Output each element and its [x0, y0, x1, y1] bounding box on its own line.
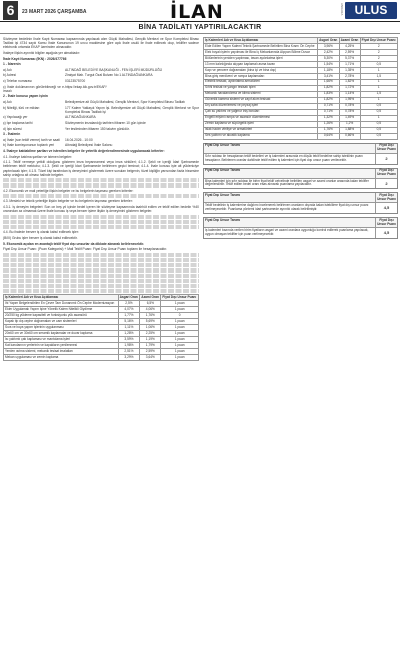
criterion-title: Fiyat Dışı Unsur Tanımı — [205, 217, 241, 222]
max-ratio: 2,78% — [339, 73, 360, 79]
criterion-points: 4,5 — [375, 228, 397, 238]
section-4-3-body: 4.3.1. İş deneyim belgeleri: Son on beş yıl içinde bedel içeren bir sözleşme kapsamında taahhüt edilen ve teklif edilen bedelin %40 oranından az olmamak üzere ihale konusu iş veya benzer işlere ilişkin iş deneyimini gösteren belgeler. — [3, 205, 199, 214]
table-header-cell: Asgari Oran — [119, 294, 138, 299]
max-ratio: 1,88% — [339, 127, 360, 133]
min-ratio: 1,77% — [118, 313, 140, 319]
field-label: a) Adı — [3, 99, 12, 104]
text-filler — [3, 183, 199, 187]
work-fields — [3, 100, 199, 131]
item-points: 1 puan — [161, 301, 199, 307]
criterion-header — [204, 218, 397, 228]
min-ratio: 1,26% — [318, 121, 340, 127]
item-name: Engelli erişimi rampa ve asansör düzenlemesi — [204, 115, 318, 121]
field-label: d) İşin süresi — [3, 126, 22, 131]
item-name: Islak hacim vitrifiye ve armatürleri — [204, 127, 318, 133]
field-value: Altındağ Belediyesi İhale Salonu — [65, 143, 113, 148]
section-4-4-title: 4.4. Bu ihalede benzer iş olarak kabul edilecek işler: — [3, 230, 79, 235]
field-row — [3, 79, 199, 83]
item-name: 20/250 kg yükleme kapasiteli ve fonksiyonlu yük asansörü — [4, 313, 119, 319]
table-header-cell: Asgari Oran — [319, 37, 338, 42]
item-points: 1 — [360, 67, 397, 73]
max-ratio: 0,78% — [339, 109, 360, 115]
criterion-box — [203, 192, 398, 214]
max-ratio: 4,25% — [339, 43, 360, 49]
field-row — [3, 138, 199, 142]
field-label: b) Niteliği, türü ve miktarı — [3, 105, 40, 110]
field-row — [3, 68, 199, 72]
text-filler — [3, 284, 199, 288]
item-points: 1 puan — [161, 307, 199, 313]
table-header-cell: Fiyat Dışı Unsur Puanı — [360, 38, 397, 44]
criterion-header — [204, 193, 397, 203]
field-row — [3, 106, 199, 114]
max-ratio: 1,82% — [339, 79, 360, 85]
section-4-2-title: 4.2. Ekonomik ve mali yeterliğe ilişkin belgeler ve bu belgelerin taşıması gereken kriterler: — [3, 188, 134, 193]
field-label: b) Adresi — [3, 73, 17, 78]
item-name: İhi Yapım Belgelendirilen En Çevre Tam Donanımlı Ön Cephe Modernizasyon — [4, 301, 119, 307]
min-ratio: 1,82% — [318, 85, 340, 91]
criterion-header — [204, 144, 397, 154]
text-filler — [3, 253, 199, 257]
min-ratio: 1,83% — [318, 91, 340, 97]
item-points: 1 puan — [161, 343, 199, 349]
item-points: 0,5 — [360, 121, 397, 127]
criterion-body — [204, 228, 397, 238]
item-points: 0,5 — [360, 127, 397, 133]
min-ratio: 3,59% — [118, 337, 140, 343]
item-name: Kat karolarının yerlerinin ve kapakların yenilenmesi — [4, 343, 119, 349]
intro-paragraph-2: İhaleye ilişkin ayrıntılı bilgiler aşağıda yer almaktadır: — [3, 51, 81, 55]
field-value: Ziraiyat Mah. Turgut Özal Bulvarı No:1 ALTINDAĞ/ANKARA — [65, 73, 153, 78]
max-ratio: 0,78% — [339, 103, 360, 109]
item-points: 2 — [360, 49, 397, 55]
notice-heading: BİNA TADİLATI YAPTIRILACAKTIR — [0, 24, 400, 34]
field-row — [3, 115, 199, 119]
max-ratio: 1,19% — [140, 337, 161, 343]
section-5-body: Fiyat Dışı Unsur Puanı: (Puan Kategorisi) + Mali Teklif Puanı: Fiyat Dışı Unsur Puanı toplamı ile hesaplanacaktır. — [3, 247, 168, 252]
section-4-4-body: (B/III) Grubu işler benzer iş olarak kabul edilecektir. — [3, 236, 78, 240]
item-name: Sıhhi tesisat ve yangın tesisatı işleri — [204, 85, 318, 91]
max-ratio: 1,95% — [339, 97, 360, 103]
min-ratio: 5,30% — [318, 55, 340, 61]
criterion-box — [203, 143, 398, 165]
item-points: 2 — [360, 43, 397, 49]
min-ratio: 2,51% — [118, 349, 140, 355]
criterion-text: İş kalemleri bazında verilen birim fiyatların asgari ve azami oranlara uygunluğu kontrol edilerek puanlama yapılacak, uygun olmayan teklifler için puan verilmeyecektir. — [205, 228, 369, 237]
max-ratio: 2,25% — [140, 331, 161, 337]
criterion-points-label: Fiyat Dışı Unsur Puanı — [375, 144, 397, 153]
item-points: 1 puan — [161, 325, 199, 331]
field-label: ç) İşe başlama tarihi — [3, 120, 33, 125]
admin-fields — [3, 68, 199, 93]
issue-date: 23 MART 2026 ÇARŞAMBA — [22, 9, 87, 15]
item-name: Kapalı tip dış cephe doğramaları ve cam sistemleri — [4, 319, 119, 325]
criterion-text: Bina kalemleri için sıfır noktası ile birim fiyat teklif cetvelinde belirtilen asgari ve azami oranlar arasında kalan teklifler değerlendirilir. Teklif edilen bedel oranı esas alınarak puanlama yapılacaktır. — [205, 178, 369, 187]
max-ratio: 3,64% — [140, 355, 161, 361]
max-ratio: 1,49% — [339, 115, 360, 121]
table-row — [204, 133, 398, 139]
item-name: Çatı su yalıtımı ve yağmur iniş boruları — [204, 109, 318, 115]
item-name: 13 mm kalınlığında alçıpan kaplamalı asma tavan — [204, 61, 318, 67]
item-name: Güvenlik kamera sistemi ve zayıf akım tesisatı — [204, 97, 318, 103]
item-points: 0,5 — [360, 61, 397, 67]
max-ratio: 2,59% — [140, 349, 161, 355]
item-points: 0,5 — [360, 133, 397, 139]
min-ratio: 1,66% — [318, 79, 340, 85]
table-header-cell: Azami Oran — [340, 37, 359, 42]
min-ratio: 1,11% — [118, 325, 140, 331]
item-name: Sıva ve boya yapım işlerinin uygulanması — [4, 325, 119, 331]
criterion-title: Fiyat Dışı Unsur Tanımı — [205, 192, 241, 197]
item-points: 1,5 — [360, 91, 397, 97]
section-4-body: 4.1.1. Teklif vermeye yetkili olduğunu gösteren imza beyannamesi veya imza sirküleri; 4.1.2. Şekli ve içeriği İdari Şartnamede belirlenen teklif mektubu; 4.1.3. Şekli ve içeriği İdari Şartnamede belirlenen geçici teminat; 4.1.4. İhale konusu işte alt yükleniciye yaptırılacak işler; 4.1.5. Tüzel kişi tarafından iş deneyimini göstermek üzere sunulan belgenin, tüzel kişiliğin yarısından fazla hissesine sahip ortağına ait olması halinde belgeler. — [3, 160, 199, 177]
text-filler — [3, 289, 199, 293]
min-ratio: 1,98% — [118, 343, 140, 349]
work-items-table-left — [3, 294, 199, 361]
section-4-3-title: 4.3. Mesleki ve teknik yeterliğe ilişkin belgeler ve bu belgelerin taşıması gereken kriterler: — [3, 199, 133, 204]
right-column — [203, 37, 398, 659]
item-points: 1 — [360, 85, 397, 91]
max-ratio: 4,06% — [140, 307, 161, 313]
min-ratio: 4,07% — [118, 307, 140, 313]
field-row — [3, 143, 199, 147]
field-label: c) Telefon numarası — [3, 78, 32, 83]
max-ratio: 5,37% — [339, 55, 360, 61]
item-name: Mekanik havalandırma ve klima sistemi — [204, 91, 318, 97]
ikn-line: İhale Kayıt Numarası (İKN) : 2026/477766 — [3, 56, 67, 61]
criterion-points-label: Fiyat Dışı Unsur Puanı — [375, 169, 397, 178]
item-points: 0,5 — [360, 103, 397, 109]
item-name: Elek boyalı işlerin yapılması ile Bina İç Mekanlarında Alçıpan Bölme Duvar — [204, 49, 318, 55]
max-ratio: 0,66% — [339, 133, 360, 139]
table-row — [4, 355, 199, 361]
section-2-title: 2 - İhale konusu yapım işinin — [3, 94, 48, 99]
min-ratio: 1,76% — [318, 127, 340, 133]
criterion-title: Fiyat Dışı Unsur Tanımı — [205, 143, 241, 148]
max-ratio: 1,72% — [339, 85, 360, 91]
field-row — [3, 100, 199, 104]
non-price-criteria — [203, 143, 398, 239]
max-ratio: 1,14% — [339, 91, 360, 97]
tender-fields — [3, 138, 199, 148]
max-ratio: 1,2% — [339, 121, 360, 127]
item-points: 1 puan — [161, 319, 199, 325]
criterion-header — [204, 169, 397, 179]
text-filler — [3, 215, 199, 219]
criterion-points: 2 — [375, 179, 397, 189]
item-name: Elektrik tesisatı, aydınlatma armatürleri — [204, 79, 318, 85]
item-name: Kapı ve pencere doğramaları (bina içi ve bina dışı) — [204, 67, 318, 73]
field-value: 16.04.2026 - 10:00 — [65, 137, 93, 142]
max-ratio: 2,59% — [339, 49, 360, 55]
criterion-box — [203, 168, 398, 190]
item-points: 0 — [161, 313, 199, 319]
max-ratio: 1,06% — [140, 325, 161, 331]
field-value: ALTINDAĞ BELEDİYE BAŞKANLIĞI - FEN İŞLERİ MÜDÜRLÜĞÜ — [65, 67, 163, 72]
min-ratio: 0,64% — [318, 133, 340, 139]
section-1-title: 1 - İdarenin — [3, 62, 21, 67]
max-ratio: 1,35% — [339, 67, 360, 73]
max-ratio: 1,79% — [140, 343, 161, 349]
max-ratio: 5,69% — [140, 319, 161, 325]
criterion-points-label: Fiyat Dışı Unsur Puanı — [375, 218, 397, 227]
intro-paragraph: Sözleşme bedelinin İhale Kayıt Numarası kapsamında yapılacak alım Güçlü Mahallesi, Gençlik Merkezi ve Spor Kompleksi Binası Tadilatı işi 4734 sayılı Kamu İhale Kanununun 19 uncu maddesine göre açık ihale usulü ile ihale edilecek olup, teklifler sadece elektronik ortamda EKAP üzerinden alınacaktır. — [3, 37, 199, 50]
section-4-title: 4. İhaleye katılabilme şartları ve istenilen belgeler ile yeterlik değerlendirmesinde uygulanacak kriterler: — [3, 148, 165, 153]
item-points: 1 puan — [161, 337, 199, 343]
text-filler — [3, 258, 199, 262]
field-value: Yer tesliminden itibaren 150 takvim günüdür. — [65, 126, 130, 131]
min-ratio: 1,18% — [318, 67, 340, 73]
item-name: Mekan uygulaması ve zemin kaplama — [4, 355, 119, 361]
text-filler — [3, 268, 199, 272]
criterion-body — [204, 179, 397, 189]
text-filler — [3, 194, 199, 198]
field-row — [3, 121, 199, 125]
item-name: Bölümlerinin yeniden yapılması, tavan aydınlatma işleri — [204, 55, 318, 61]
item-name: Elde Edilen Yapım Kalemi Teknik Şartnamede Belirtilen Bina Kısmı Ön Cephe — [204, 43, 318, 49]
table-header-cell: İş Kalemleri Adı ve Kısa Açıklaması — [4, 295, 119, 301]
min-ratio: 1,32% — [318, 115, 340, 121]
criterion-body — [204, 154, 397, 164]
item-points: 2 — [360, 55, 397, 61]
field-value: Sözleşmenin imzalandığı tarihten itibaren 10 gün içinde — [65, 120, 146, 125]
criterion-body — [204, 203, 397, 213]
field-value: ALTINDAĞ/ANKARA — [65, 115, 96, 120]
section-4-1-title: 4.1. İhaleye katılma şartları ve istenen belgeler: — [3, 154, 73, 159]
max-ratio: 1,71% — [339, 61, 360, 67]
field-value: https://ekap.kik.gov.tr/EKAP/ — [65, 84, 107, 89]
item-name: Bina giriş merdiveni ve rampa kaplamaları — [204, 73, 318, 79]
item-name: Ekler Uygulamalı Yapım İşine Yönelik Kalem Nitelikli Giydirme — [4, 307, 119, 313]
min-ratio: 1,28% — [118, 331, 140, 337]
max-ratio: 6,5% — [140, 301, 161, 307]
field-value: 03123575700 — [65, 78, 86, 83]
criterion-points: 2 — [375, 154, 397, 164]
section-5-title: 5. Ekonomik açıdan en avantajlı teklif fiyat dışı unsurlar da dikkate alınarak belirlenecektir. — [3, 241, 145, 246]
min-ratio: 2,5% — [118, 301, 140, 307]
field-label: ç) İhale dokümanının görülebileceği ve e-imzalı — [3, 84, 65, 93]
item-points: 1 — [360, 97, 397, 103]
item-points: 1 — [360, 79, 397, 85]
item-name: Zemin kaplama ve süpürgelik işleri — [204, 121, 318, 127]
text-filler — [3, 225, 199, 229]
field-value: Belediyemize ait Güçlü Mahallesi, Gençlik Merkezi, Spor Kompleksi Binası Tadilatı — [65, 99, 185, 104]
page-header — [0, 0, 400, 22]
max-ratio: 1,76% — [140, 313, 161, 319]
min-ratio: 5,16% — [118, 319, 140, 325]
criterion-text: Teklif bedelinin iş kalemlerine dağılımı incelenerek belirlenen oranların dışında kalan isteklilere fiyat dışı unsur puanı verilmeyecektir. Puanlama yöntemi idari şartnamede ayrıntılı olarak belirtilmiştir. — [205, 203, 369, 212]
min-ratio: 0,71% — [318, 103, 340, 109]
table-header-cell: İş Kalemleri Adı ve Kısa Açıklaması — [204, 38, 318, 44]
field-row — [3, 127, 199, 131]
text-filler — [3, 178, 199, 182]
field-label: a) Adı — [3, 67, 12, 72]
newspaper-logo: ULUS — [345, 2, 397, 19]
left-column — [3, 37, 199, 659]
field-value: 177 Kalem Yaklaşık Yapım İşi. Belediyemize ait Güçlü Mahallesi, Gençlik Merkezi ve Spor Kompleksi Binası Tadilatı İşi — [65, 105, 199, 114]
page-number: 6 — [3, 1, 18, 20]
item-points: 1 puan — [161, 349, 199, 355]
section-3-title: 3 - İhalenin — [3, 132, 21, 137]
logo-side-text: ANKARA — [340, 3, 344, 16]
field-label: c) Yapılacağı yer — [3, 115, 28, 120]
text-filler — [3, 279, 199, 283]
criterion-box — [203, 217, 398, 239]
min-ratio: 3,29% — [118, 355, 140, 361]
table-header-cell: Azami Oran — [141, 294, 159, 299]
item-name: Isı yalıtımlı çatı kaplaması ve mantolama işleri — [4, 337, 119, 343]
min-ratio: 2,42% — [318, 49, 340, 55]
item-points: 1,5 — [360, 73, 397, 79]
item-name: Ses yalıtımı ve akustik kaplama — [204, 133, 318, 139]
field-label: b) İhale komisyonunun toplantı yeri — [3, 143, 55, 148]
item-name: 20x60 cm ve 30x60 cm seramik kaplamalar ve duvar kaplama — [4, 331, 119, 337]
min-ratio: 1,82% — [318, 97, 340, 103]
criterion-title: Fiyat Dışı Unsur Tanımı — [205, 168, 241, 173]
field-label: a) İhale (son teklif verme) tarih ve saati — [3, 137, 60, 142]
table-header-cell: Fiyat Dışı Unsur Puanı — [161, 295, 199, 301]
min-ratio: 3,96% — [318, 43, 340, 49]
criterion-text: Sıfır noktası ile hesaplanan teklif bedelleri ve iş kalemleri arasında en düşük teklif bedeline sahip isteklinin puanı hesaplanır. Belirlenen oranlar dahilinde teklif edilen iş kalemleri için fiyat dışı unsur puanı verilecektir. — [205, 153, 363, 162]
text-filler — [3, 220, 199, 224]
text-filler — [3, 274, 199, 278]
item-name: Yerden ısıtma sistemi, mekanik tesisat imalatları — [4, 349, 119, 355]
text-filler — [3, 263, 199, 267]
item-points: 1 — [360, 115, 397, 121]
item-points: 0,5 — [360, 109, 397, 115]
work-items-table-right — [203, 37, 398, 140]
min-ratio: 0,71% — [318, 109, 340, 115]
field-row — [3, 73, 199, 77]
item-points: 1 puan — [161, 355, 199, 361]
section-title: İLAN — [170, 1, 224, 23]
item-points: 1 puan — [161, 331, 199, 337]
item-name: Dış saha düzenlemesi ve peyzaj işleri — [204, 103, 318, 109]
criterion-points: 4,5 — [375, 203, 397, 213]
criterion-points-label: Fiyat Dışı Unsur Puanı — [375, 193, 397, 202]
min-ratio: 1,54% — [318, 61, 340, 67]
field-row — [3, 85, 199, 93]
min-ratio: 3,41% — [318, 73, 340, 79]
